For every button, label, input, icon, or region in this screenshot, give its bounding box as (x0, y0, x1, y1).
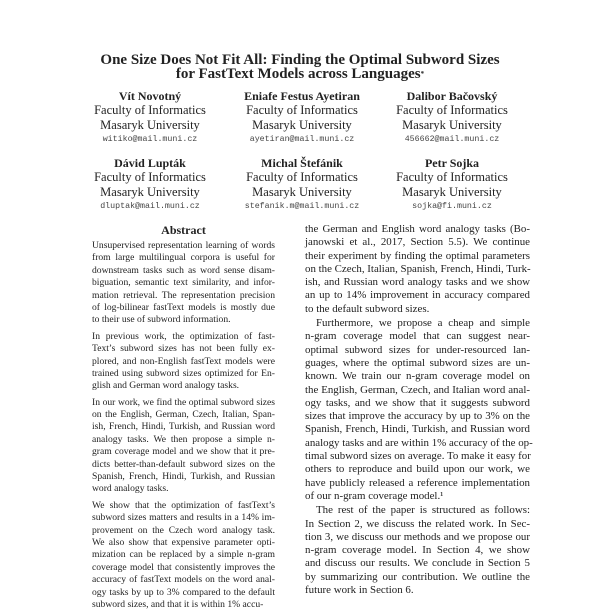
text-line: The rest of the paper is structured as follows: (316, 504, 530, 517)
text-line: an up to 14% improvement in accuracy compared (305, 289, 530, 302)
paragraph (92, 500, 275, 612)
author-university: Masaryk University (100, 184, 200, 199)
author (70, 89, 230, 146)
author-faculty: Faculty of Informatics (94, 170, 206, 184)
text-line: accuracy of fastText models on the word anal- (92, 574, 275, 586)
author (372, 156, 532, 213)
text-line: downstream tasks such as word sense disam- (92, 264, 275, 276)
text-line: ogy tasks by up to 3% compared to the default (92, 586, 275, 598)
text-line: ish, and Russian word analogy tasks and we show (305, 276, 530, 289)
author-faculty: Faculty of Informatics (396, 103, 508, 117)
text-line: from large multilingual corpora is useful for (92, 252, 275, 264)
text-line: Spanish, French, Hindi, Turkish, and Russian (92, 471, 275, 483)
text-line: their experiment by finding the optimal parameters (305, 249, 530, 262)
paragraph (305, 317, 533, 503)
text-line: n-gram coverage model that can suggest near- (305, 330, 530, 343)
author-university: Masaryk University (252, 184, 352, 199)
paragraph (305, 504, 530, 597)
text-line: ish, French, Hindi, Turkish, and Russian word (92, 421, 275, 433)
author-name: Eniafe Festus Ayetiran (244, 89, 360, 103)
author-name: Dávid Lupták (114, 156, 186, 170)
author (372, 89, 532, 146)
text-line: coverage model that consistently improves the (92, 561, 275, 573)
author-email: stefanik.m@mail.muni.cz (244, 202, 360, 211)
text-line: others to reproduce and build upon our work, we (305, 463, 530, 476)
author-name: Vít Novotný (118, 89, 182, 103)
text-line: ogy tasks, and we show that it suggests subword (305, 396, 530, 409)
paragraph (92, 240, 275, 327)
text-line: n-gram coverage model. In Section 4, we show (305, 544, 530, 557)
text-line: Unsupervised representation learning of words (92, 240, 275, 251)
author-email: sojka@fi.muni.cz (412, 202, 492, 211)
author-university: Masaryk University (402, 117, 502, 132)
author (222, 156, 382, 213)
text-line: In our work, we find the optimal subword sizes (92, 396, 275, 408)
text-line: plored, and non-English fastText models were (92, 355, 275, 367)
author-faculty: Faculty of Informatics (246, 103, 358, 117)
abstract-heading: Abstract (161, 223, 206, 237)
author-email: witiko@mail.muni.cz (102, 135, 198, 144)
abstract-body (92, 240, 275, 615)
text-line: word analogy tasks. (92, 483, 169, 495)
paragraph (305, 223, 530, 316)
text-line: to the default subword sizes. (305, 302, 430, 315)
text-line: Text’s subword sizes has not been fully ex- (92, 343, 275, 355)
author-university: Masaryk University (402, 184, 502, 199)
title-line-1: One Size Does Not Fit All: Finding the Optimal Subword Sizes (100, 52, 500, 68)
author-university: Masaryk University (252, 117, 352, 132)
paragraph (92, 331, 275, 393)
text-line: optimal subword sizes for under-resourced lan- (305, 343, 530, 356)
author-email: 456662@mail.muni.cz (404, 135, 500, 144)
author (70, 156, 230, 213)
text-line: dicts better-than-default subword sizes on the (92, 458, 275, 470)
introduction-body (305, 223, 533, 598)
text-line: tion 3, we discuss our methods and we propose our (305, 530, 530, 543)
author-name: Dalibor Bačovský (406, 89, 498, 103)
text-line: the English, German, Czech, and Italian word anal- (305, 383, 530, 396)
author-email: ayetiran@mail.muni.cz (249, 135, 355, 144)
paper-title (0, 53, 600, 81)
text-line: Furthermore, we propose a cheap and simple (316, 317, 530, 330)
text-line: analogy tasks and are within 1% accuracy of the op- (305, 436, 533, 449)
author-name: Michal Štefánik (261, 156, 343, 170)
author-faculty: Faculty of Informatics (246, 170, 358, 184)
author-name: Petr Sojka (424, 156, 480, 170)
text-line: In previous work, the optimization of fast- (92, 330, 275, 342)
text-line: provement on the Czech word analogy task. (92, 524, 275, 536)
text-line: mization can be replaced by a simple n-gram (92, 549, 275, 561)
text-line: sizes that improve the accuracy by up to 3% on the (305, 410, 530, 423)
text-line: guages, where the optimal subword sizes are un- (305, 356, 530, 369)
author-faculty: Faculty of Informatics (94, 103, 206, 117)
text-line: trained using subword sizes optimized for En- (92, 367, 275, 379)
title-line-2: for FastText Models across Languages* (175, 66, 425, 82)
text-line: biguation, semantic text similarity, and infor- (92, 277, 275, 289)
text-line: and discuss our results. We conclude in Section 5 (305, 557, 530, 570)
text-line: have publicly released a reference implementation (305, 476, 530, 489)
author-faculty: Faculty of Informatics (396, 170, 508, 184)
text-line: by summarizing our contribution. We outline the (305, 570, 530, 583)
text-line: We also show that expensive parameter opti- (92, 536, 275, 548)
text-line: on the English, German, Czech, Italian, Span- (92, 409, 275, 421)
text-line: gram coverage model and we show that it pre- (92, 446, 275, 458)
text-line: the German and English word analogy tasks (Bo- (305, 223, 530, 235)
text-line: mation retrieval. The representation precision (92, 289, 275, 301)
text-line: In Section 2, we discuss the related work. In Sec- (305, 517, 530, 530)
author-university: Masaryk University (100, 117, 200, 132)
text-line: subword sizes, and that it is within 1% accu- (92, 598, 264, 610)
text-line: of our n-gram coverage model.¹ (305, 489, 444, 502)
text-line: Spanish, French, Hindi, Turkish, and Russian word (305, 423, 530, 436)
text-line: on the Czech, Italian, Spanish, French, Hindi, Turk- (305, 262, 531, 275)
text-line: future work in Section 6. (305, 584, 414, 597)
text-line: subword sizes matters and results in a 14% im- (92, 512, 275, 524)
text-line: to their use of subword information. (92, 314, 231, 326)
paragraph (92, 397, 275, 496)
text-line: janowski et al., 2017, Section 5.5). We continue (305, 236, 530, 249)
author-email: dluptak@mail.muni.cz (100, 202, 200, 211)
text-line: We show that the optimization of fastText’s (92, 499, 275, 511)
text-line: of log-bilinear fastText models is mostly due (92, 301, 275, 313)
text-line: timal subword sizes on average. To make it easy for (305, 450, 531, 463)
author (222, 89, 382, 146)
text-line: known. We train our n-gram coverage model on (305, 370, 530, 383)
text-line: analogy tasks. We then propose a simple n- (92, 433, 275, 445)
text-line: glish and German word analogy tasks. (92, 380, 240, 392)
title-footnote-mark: * (420, 70, 425, 78)
